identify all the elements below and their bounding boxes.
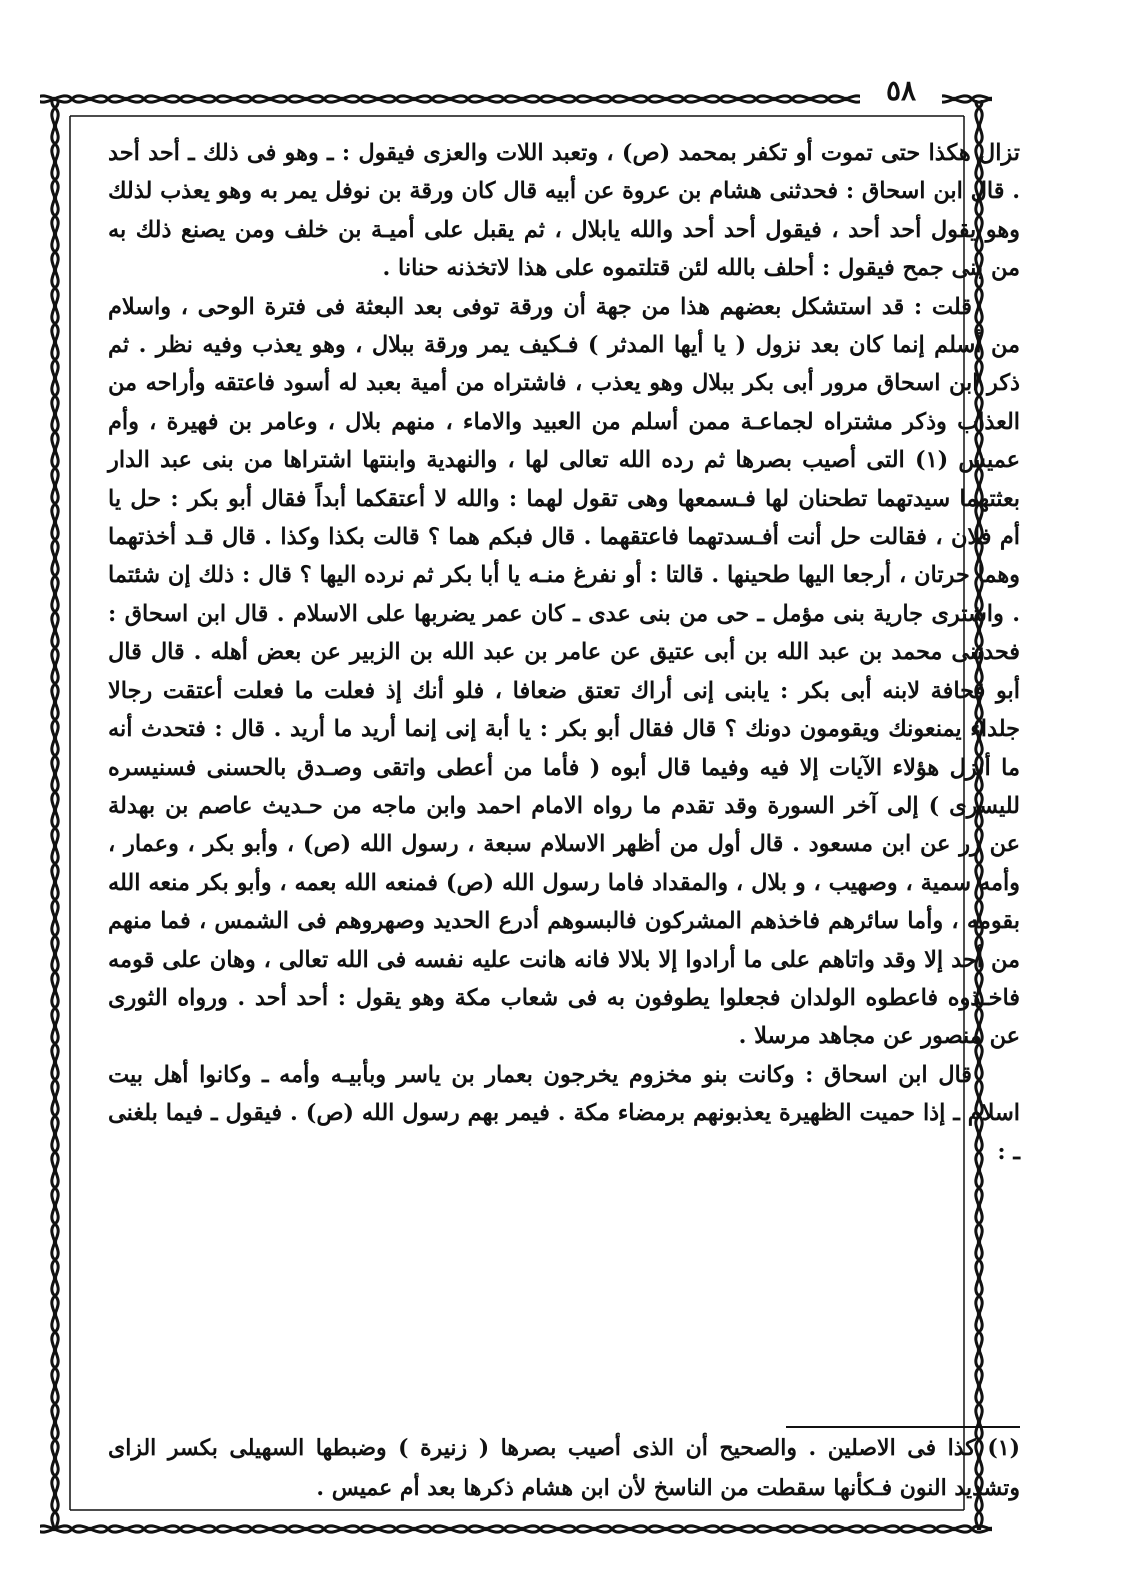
footnote: (١) كذا فى الاصلين . والصحيح أن الذى أصيب بصرها ( زنيرة ) وضبطها السهيلى بكسر الزاى وتشديد النون فـكأنها سقطت من الناسخ لأن ابن هشام ذكرها بعد أم عميس . bbox=[108, 1435, 1020, 1501]
paragraph: تزال هكذا حتى تموت أو تكفر بمحمد (ص) ، وتعبد اللات والعزى فيقول : ـ وهو فى ذلك ـ أحد أحد . قال ابن اسحاق : فحدثنى هشام بن عروة عن أبيه قال كان ورقة بن نوفل يمر به وهو يعذب لذلك وهو يقول أحد أحد ، فيقول أحد أحد والله يابلال ، ثم يقبل على أميـة بن خلف ومن يصنع ذلك به من بنى جمح فيقول : أحلف بالله لئن قتلتموه على هذا لاتخذنه حنانا . bbox=[108, 140, 1020, 282]
page-number: ٥٨ bbox=[885, 74, 917, 107]
main-text bbox=[108, 134, 1020, 1171]
footnotes bbox=[108, 1428, 1020, 1508]
paragraph: قال ابن اسحاق : وكانت بنو مخزوم يخرجون بعمار بن ياسر وبأبيـه وأمه ـ وكانوا أهل بيت اسلام ـ إذا حميت الظهيرة يعذبونهم برمضاء مكة . فيمر بهم رسول الله (ص) . فيقول ـ فيما بلغنى ـ : bbox=[108, 1061, 1020, 1165]
paragraph: قلت : قد استشكل بعضهم هذا من جهة أن ورقة توفى بعد البعثة فى فترة الوحى ، واسلام من أسلم إنما كان بعد نزول ( يا أيها المدثر ) فـكيف يمر ورقة ببلال ، وهو يعذب وفيه نظر . ثم ذكر ابن اسحاق مرور أبى بكر ببلال وهو يعذب ، فاشتراه من أمية بعبد له أسود فاعتقه وأراحه من العذاب وذكر مشتراه لجماعـة ممن أسلم من العبيد والاماء ، منهم بلال ، وعامر بن فهيرة ، وأم عميس (١) التى أصيب بصرها ثم رده الله تعالى لها ، والنهدية وابنتها اشتراها من بنى عبد الدار بعثتهما سيدتهما تطحنان لها فـسمعها وهى تقول لهما : والله لا أعتقكما أبداً فقال أبو بكر : حل يا أم فلان ، فقالت حل أنت أفـسدتهما فاعتقهما . قال فبكم هما ؟ قالت بكذا وكذا . قال قـد أخذتهما وهما حرتان ، أرجعا اليها طحينها . قالتا : أو نفرغ منـه يا أبا بكر ثم نرده اليها ؟ قال : ذلك إن شئتما . واشترى جارية بنى مؤمل ـ حى من بنى عدى ـ كان عمر يضربها على الاسلام . قال ابن اسحاق : فحدثنى محمد بن عبد الله بن أبى عتيق عن عامر بن عبد الله بن الزبير عن بعض أهله . قال قال أبو قحافة لابنه أبى بكر : يابنى إنى أراك تعتق ضعافا ، فلو أنك إذ فعلت ما فعلت أعتقت رجالا جلداء يمنعونك ويقومون دونك ؟ قال فقال أبو بكر : يا أبة إنى إنما أريد ما أريد . قال : فتحدث أنه ما أنزل هؤلاء الآيات إلا فيه وفيما قال أبوه ( فأما من أعطى واتقى وصـدق بالحسنى فسنيسره لليسرى ) إلى آخر السورة وقد تقدم ما رواه الامام احمد وابن ماجه من حـديث عاصم بن بهدلة عن زر عن ابن مسعود . قال أول من أظهر الاسلام سبعة ، رسول الله (ص) ، وأبو بكر ، وعمار ، وأمه سمية ، وصهيب ، و بلال ، والمقداد فاما رسول الله (ص) فمنعه الله بعمه ، وأبو بكر منعه الله بقومه ، وأما سائرهم فاخذهم المشركون فالبسوهم أدرع الحديد وصهروهم فى الشمس ، فما منهم من أحد إلا وقد واتاهم على ما أرادوا إلا بلالا فانه هانت عليه نفسه فى الله تعالى ، وهان على قومه فاخـذوه فاعطوه الولدان فجعلوا يطوفون به فى شعاب مكة وهو يقول : أحد أحد . ورواه الثورى عن منصور عن مجاهد مرسلا . bbox=[108, 293, 1021, 1050]
